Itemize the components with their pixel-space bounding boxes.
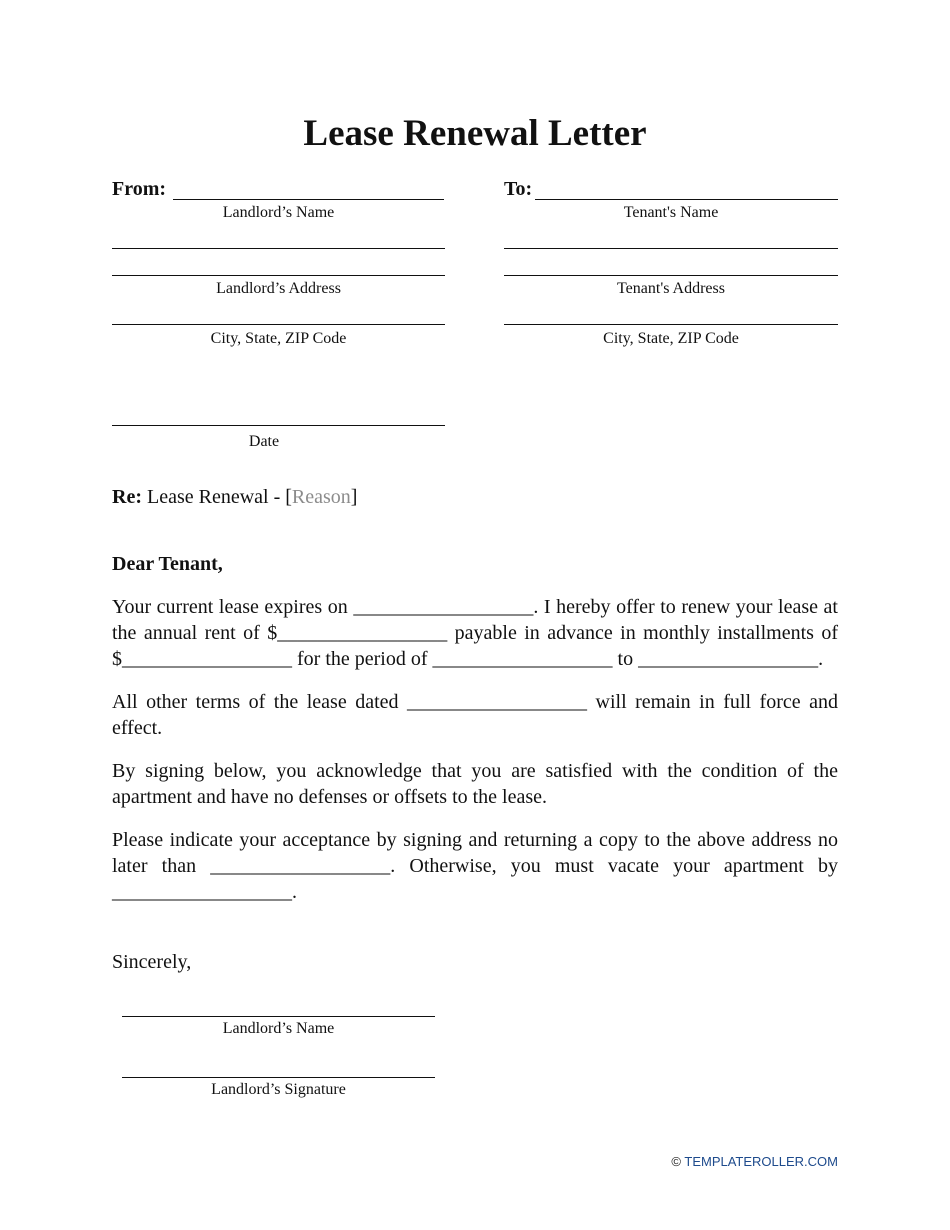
signature-caption: Landlord’s Signature	[211, 1081, 346, 1098]
tenant-address-line-2[interactable]	[504, 275, 838, 276]
landlord-city-caption: City, State, ZIP Code	[210, 330, 347, 347]
tenant-city-caption: City, State, ZIP Code	[603, 330, 739, 347]
tenant-address-line-1[interactable]	[504, 248, 838, 249]
landlord-address-line-1[interactable]	[112, 248, 445, 249]
paragraph-acknowledgement: By signing below, you acknowledge that you are satisfied with the condition of the apartment and have no defenses or offsets to the lease.	[112, 760, 838, 808]
greeting: Dear Tenant,	[112, 553, 223, 575]
signature-name-caption: Landlord’s Name	[222, 1020, 335, 1037]
re-reason-placeholder[interactable]: Reason	[291, 486, 351, 508]
tenant-name-caption: Tenant's Name	[623, 204, 719, 221]
landlord-address-line-2[interactable]	[112, 275, 445, 276]
paragraph-acceptance: Please indicate your acceptance by signing and returning a copy to the above address no later than __________________. Otherwise, you must vacate your apartment by __________________.	[112, 829, 838, 903]
copyright-footer	[671, 1154, 838, 1170]
signature-line[interactable]	[122, 1077, 435, 1078]
closing: Sincerely,	[112, 951, 192, 973]
signature-name-line[interactable]	[122, 1016, 435, 1017]
re-close-bracket: ]	[350, 486, 358, 508]
landlord-city-line[interactable]	[112, 324, 445, 325]
landlord-address-caption: Landlord’s Address	[216, 280, 341, 297]
date-caption: Date	[248, 433, 280, 450]
date-line[interactable]	[112, 425, 445, 426]
landlord-name-caption: Landlord’s Name	[222, 204, 335, 221]
re-line	[112, 485, 357, 509]
tenant-address-caption: Tenant's Address	[617, 280, 725, 297]
tenant-city-line[interactable]	[504, 324, 838, 325]
from-name-line[interactable]	[173, 199, 444, 200]
re-text: Lease Renewal - [	[146, 486, 292, 508]
copyright-icon: ©	[671, 1154, 681, 1169]
paragraph-lease-offer: Your current lease expires on __________________. I hereby offer to renew your lease at the annual rent of $_________________ payable in advance in monthly installments of $_________________ for the period of __________________ to __________________.	[112, 596, 838, 670]
re-label: Re:	[112, 486, 142, 508]
to-label: To:	[504, 178, 533, 200]
from-label: From:	[112, 178, 167, 200]
brand-link[interactable]: TEMPLATEROLLER.COM	[684, 1154, 838, 1169]
paragraph-other-terms: All other terms of the lease dated __________________ will remain in full force and effect.	[112, 691, 838, 739]
document-title: Lease Renewal Letter	[303, 113, 647, 154]
to-name-line[interactable]	[535, 199, 838, 200]
